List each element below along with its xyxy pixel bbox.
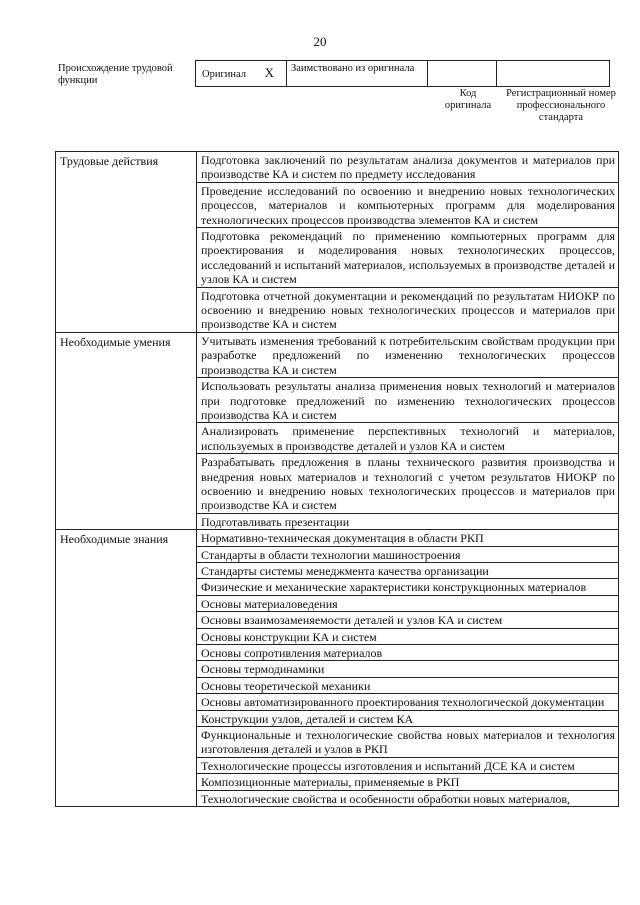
table-cell: Основы взаимозаменяемости деталей и узлов КА и систем	[197, 612, 619, 628]
table-cell: Нормативно-техническая документация в области РКП	[197, 530, 619, 546]
table-cell: Конструкции узлов, деталей и систем КА	[197, 710, 619, 726]
table-cell: Основы материаловедения	[197, 595, 619, 611]
origin-label: Происхождение трудовой функции	[58, 63, 173, 86]
table-cell: Подготавливать презентации	[197, 513, 619, 529]
table-cell: Основы сопротивления материалов	[197, 645, 619, 661]
borrowed-label: Заимствовано из оригинала	[287, 61, 428, 87]
original-label: Оригинал	[202, 69, 246, 80]
table-cell: Подготовка отчетной документации и рекомендаций по результатам НИОКР по освоению и внедрению новых технологических процессов и материалов при производстве КА и систем	[197, 287, 619, 332]
table-row	[56, 152, 619, 183]
original-code-cell	[428, 61, 497, 87]
original-cell	[196, 61, 287, 87]
table-cell: Основы термодинамики	[197, 661, 619, 677]
table-cell: Подготовка рекомендаций по применению компьютерных программ для проектирования и моделирования новых технологических процессов, исследований и испытаний материалов, используемых в производстве деталей и узлов КА и систем	[197, 228, 619, 288]
table-cell: Функциональные и технологические свойства новых материалов и технология изготовления деталей и узлов в РКП	[197, 727, 619, 758]
table-cell: Композиционные материалы, применяемые в РКП	[197, 774, 619, 790]
table-cell: Разрабатывать предложения в планы технического развития производства и внедрения новых материалов и технологий с учетом результатов НИОКР по освоению и внедрению новых технологических процессов и материалов при производстве КА и систем	[197, 454, 619, 514]
original-mark: X	[264, 65, 275, 80]
section-title-required-skills: Необходимые умения	[56, 332, 197, 529]
table-row	[56, 332, 619, 377]
table-cell: Использовать результаты анализа применения новых технологий и материалов при подготовке предложений по изменению технологических процессов производства КА и систем	[197, 378, 619, 423]
page-number: 20	[313, 34, 327, 49]
table-cell: Анализировать применение перспективных технологий и материалов, используемых в производстве деталей и узлов КА и систем	[197, 423, 619, 454]
origin-table	[195, 60, 610, 87]
table-cell: Стандарты в области технологии машиностроения	[197, 546, 619, 562]
function-table	[55, 151, 619, 807]
table-cell: Проведение исследований по освоению и внедрению новых технологических процессов, материалов и компьютерных программ для моделирования технологических процессов производства элементов КА и систем	[197, 182, 619, 227]
table-cell: Подготовка заключений по результатам анализа документов и материалов при производстве КА и систем по предмету исследования	[197, 152, 619, 183]
table-cell: Основы теоретической механики	[197, 677, 619, 693]
table-cell: Основы конструкции КА и систем	[197, 628, 619, 644]
table-cell: Стандарты системы менеджмента качества организации	[197, 562, 619, 578]
table-cell: Учитывать изменения требований к потребительским свойствам продукции при разработке предложений по изменению технологических процессов производства КА и систем	[197, 332, 619, 377]
code-caption: Код оригинала	[444, 88, 492, 111]
table-cell: Физические и механические характеристики конструкционных материалов	[197, 579, 619, 595]
table-cell: Технологические процессы изготовления и испытаний ДСЕ КА и систем	[197, 757, 619, 773]
registration-number-cell	[497, 61, 610, 87]
section-title-required-knowledge: Необходимые знания	[56, 530, 197, 807]
table-cell: Технологические свойства и особенности обработки новых материалов,	[197, 790, 619, 806]
table-row	[56, 530, 619, 546]
page-bottom-margin	[0, 851, 640, 905]
section-title-labor-actions: Трудовые действия	[56, 152, 197, 333]
registration-caption: Регистрационный номер профессионального стандарта	[506, 88, 616, 123]
table-cell: Основы автоматизированного проектирования технологической документации	[197, 694, 619, 710]
